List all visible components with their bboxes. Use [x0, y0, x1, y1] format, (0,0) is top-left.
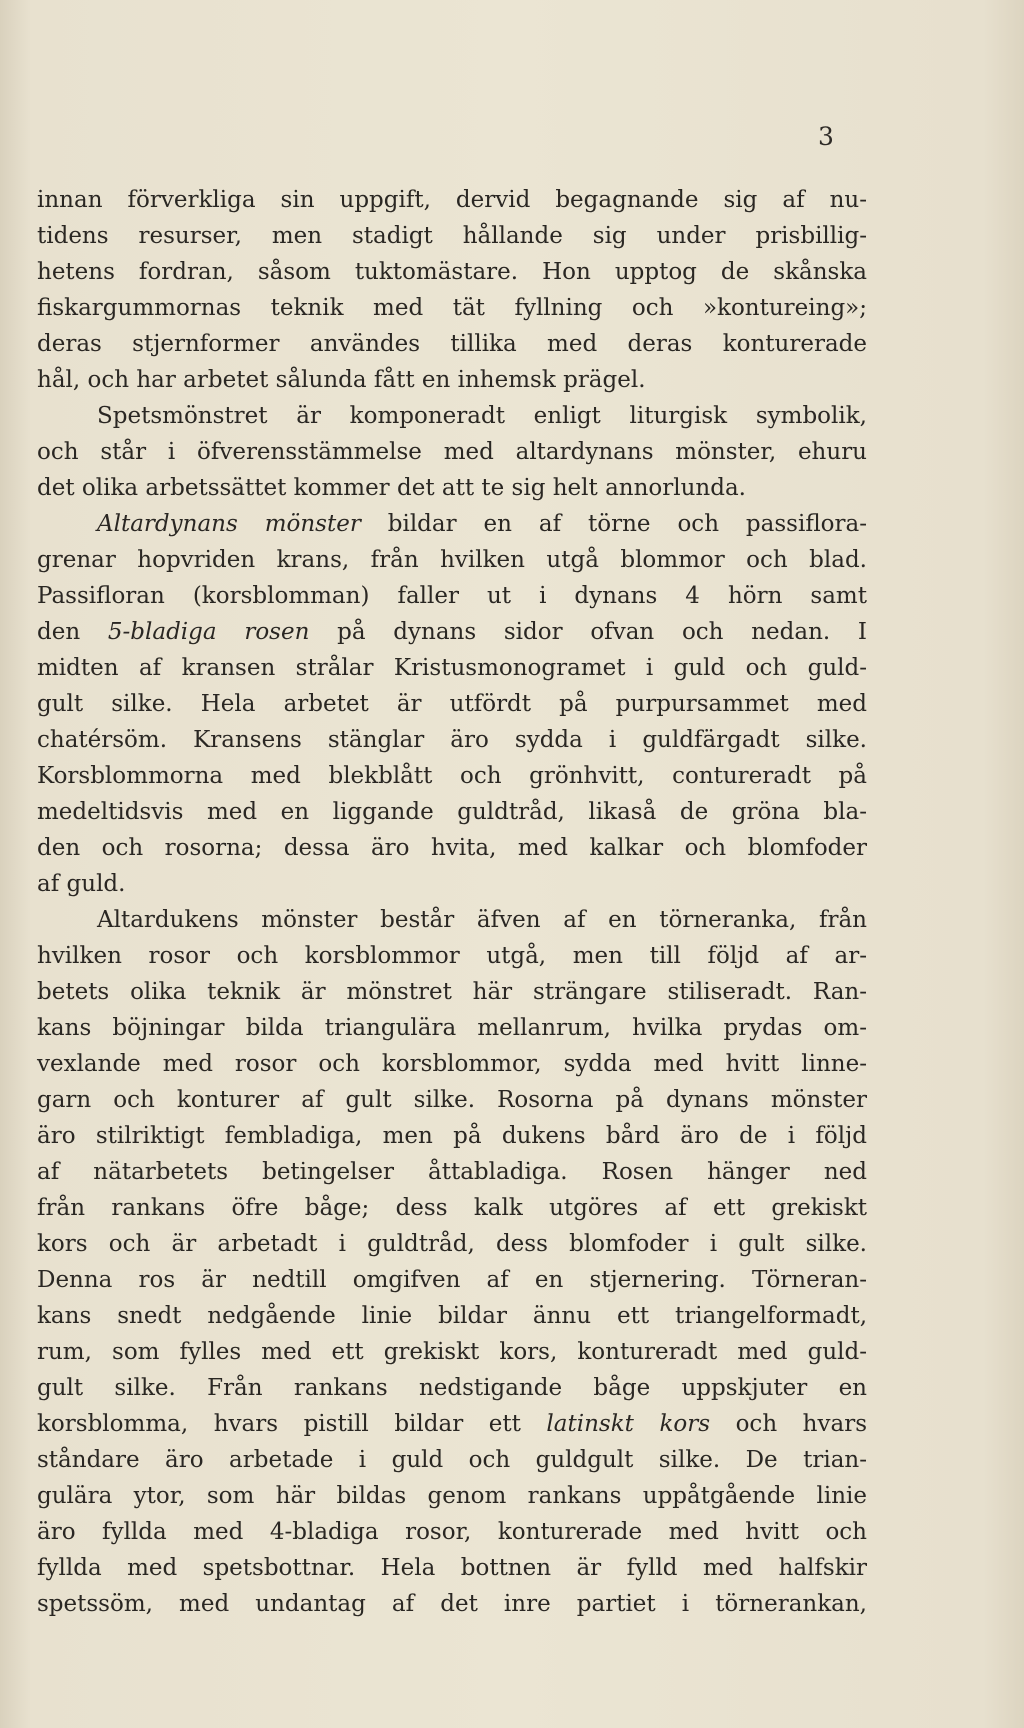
text-line: kors och är arbetadt i guldtråd, dess blomfoder i gult silke. — [37, 1231, 867, 1257]
page-number: 3 — [818, 122, 834, 151]
text-line: garn och konturer af gult silke. Rosorna på dynans mönster — [37, 1087, 867, 1113]
text-line: af guld. — [37, 871, 126, 897]
text-line: rum, som fylles med ett grekiskt kors, konturеradt med guld- — [37, 1339, 867, 1365]
text-segment: bildar en af törne och passiflora- — [360, 511, 867, 537]
text-line: och står i öfverensstämmelse med altardynans mönster, ehuru — [37, 439, 867, 465]
text-line — [37, 614, 867, 650]
text-line — [37, 1406, 867, 1442]
text-line: ståndare äro arbetade i guld och guldgult silke. De trian- — [37, 1447, 867, 1473]
text-line: kans böjningar bilda triangulära mellanrum, hvilka prydas om- — [37, 1015, 867, 1041]
italic-term: 5-bladiga rosen — [107, 619, 310, 645]
text-line: vexlande med rosor och korsblommor, sydda med hvitt linne- — [37, 1051, 867, 1077]
text-line: äro fyllda med 4-bladiga rosor, konturerade med hvitt och — [37, 1519, 867, 1545]
text-line: grenar hopvriden krans, från hvilken utgå blommor och blad. — [37, 547, 867, 573]
text-line: Altardukens mönster består äfven af en törneranka, från — [97, 907, 867, 933]
body-text — [37, 182, 867, 1622]
italic-term: latinskt kors — [546, 1411, 711, 1437]
text-line: midten af kransen strålar Kristusmonogramet i guld och guld- — [37, 655, 867, 681]
text-line: Spetsmönstret är komponeradt enligt liturgisk symbolik, — [97, 403, 867, 429]
text-line: hål, och har arbetet sålunda fått en inhemsk prägel. — [37, 367, 646, 393]
text-line: gult silke. Hela arbetet är utfördt på purpursammet med — [37, 691, 867, 717]
text-line: kans snedt nedgående linie bildar ännu ett triangelformadt, — [37, 1303, 867, 1329]
text-line: gult silke. Från rankans nedstigande båge uppskjuter en — [37, 1375, 867, 1401]
text-line: från rankans öfre båge; dess kalk utgöres af ett grekiskt — [37, 1195, 867, 1221]
text-line: det olika arbetssättet kommer det att te sig helt annorlunda. — [37, 475, 746, 501]
text-segment: på dynans sidor ofvan och nedan. I — [309, 619, 868, 645]
text-line: innan förverkliga sin uppgift, dervid begagnande sig af nu- — [37, 187, 867, 213]
text-segment: och hvars — [710, 1411, 868, 1437]
text-line: Passifloran (korsblomman) faller ut i dynans 4 hörn samt — [37, 583, 867, 609]
text-line: betets olika teknik är mönstret här strängare stiliseradt. Ran- — [37, 979, 867, 1005]
text-segment: korsblomma, hvars pistill bildar ett — [37, 1411, 547, 1437]
text-line: af nätarbetets betingelser åttabladiga. Rosen hänger ned — [37, 1159, 867, 1185]
text-line: hetens fordran, såsom tuktomästare. Hon upptog de skånska — [37, 259, 867, 285]
text-segment: den — [37, 619, 108, 645]
text-line — [37, 506, 867, 542]
text-line: medeltidsvis med en liggande guldtråd, likaså de gröna bla- — [37, 799, 867, 825]
text-line: deras stjernformer användes tillika med deras konturerade — [37, 331, 867, 357]
text-line: spetssöm, med undantag af det inre partiet i törnerankan, — [37, 1591, 867, 1617]
text-line: fiskargummornas teknik med tät fyllning och »kontureing»; — [37, 295, 867, 321]
text-line: hvilken rosor och korsblommor utgå, men till följd af ar- — [37, 943, 867, 969]
text-line: den och rosorna; dessa äro hvita, med kalkar och blomfoder — [37, 835, 867, 861]
text-line: gulära ytor, som här bildas genom rankans uppåtgående linie — [37, 1483, 867, 1509]
text-line: tidens resurser, men stadigt hållande sig under prisbillig- — [37, 223, 867, 249]
text-line: Denna ros är nedtill omgifven af en stjernering. Törneran- — [37, 1267, 867, 1293]
text-line: äro stilriktigt fembladiga, men på dukens bård äro de i följd — [37, 1123, 867, 1149]
text-line: chatérsöm. Kransens stänglar äro sydda i guldfärgadt silke. — [37, 727, 867, 753]
italic-term: Altardynans mönster — [97, 511, 361, 537]
text-line: Korsblommorna med blekblått och grönhvitt, conturеradt på — [37, 763, 867, 789]
text-line: fyllda med spetsbottnar. Hela bottnen är fylld med halfskir — [37, 1555, 867, 1581]
